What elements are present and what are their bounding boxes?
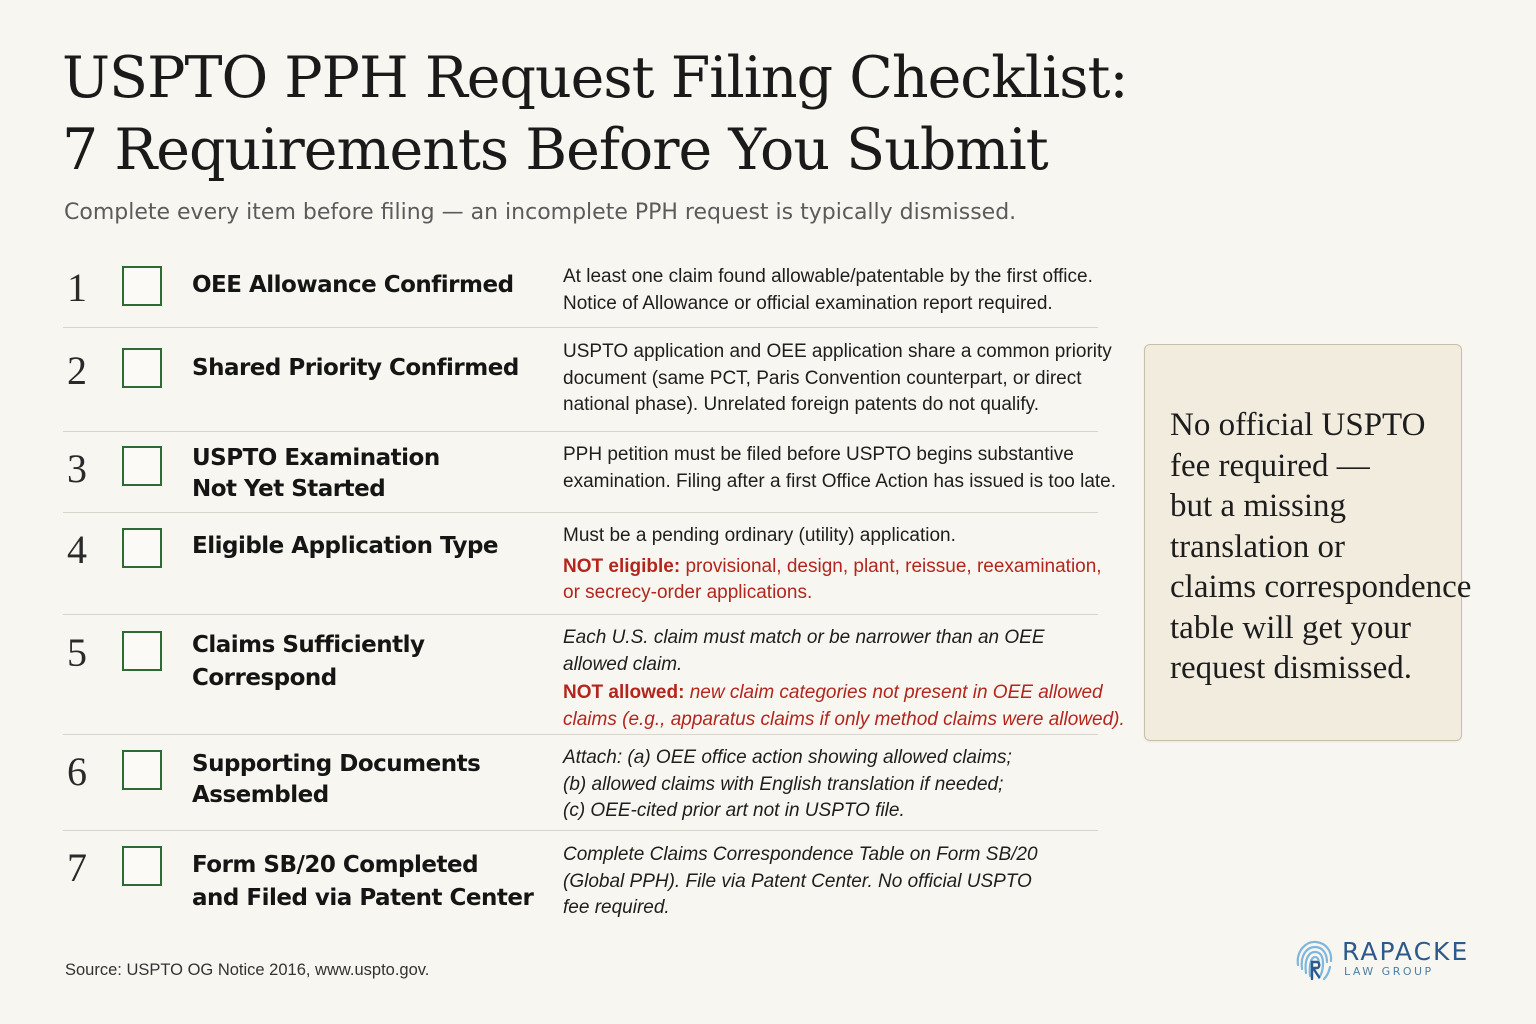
callout-text [1170, 405, 1471, 689]
item-label-line: Form SB/20 Completed [192, 852, 479, 878]
item-description-line: Attach: (a) OEE office action showing allowed claims; [563, 747, 1012, 768]
item-label-line: Eligible Application Type [192, 533, 499, 559]
item-checkbox[interactable] [122, 750, 162, 790]
item-description-line: Each U.S. claim must match or be narrower than an OEE [563, 627, 1045, 648]
page-title-line-1: USPTO PPH Request Filing Checklist: [62, 45, 1128, 111]
page-subtitle: Complete every item before filing — an incomplete PPH request is typically dismissed. [64, 200, 1017, 225]
item-label [192, 749, 532, 811]
item-description-line: allowed claim. [563, 653, 683, 675]
logo-name: RAPACKE [1342, 937, 1470, 966]
item-description [563, 442, 1117, 495]
source-citation: Source: USPTO OG Notice 2016, www.uspto.gov. [65, 961, 430, 979]
item-label-line: Assembled [192, 782, 329, 808]
item-description [563, 339, 1112, 419]
callout-line: request dismissed. [1170, 650, 1412, 686]
item-number: 1 [67, 265, 87, 310]
item-description [563, 264, 1103, 317]
callout-line: claims correspondence [1170, 569, 1472, 605]
item-label [192, 270, 532, 301]
item-description-line: examination. Filing after a first Office Action has issued is too late. [563, 470, 1117, 492]
warning-text: new claim categories not present in OEE allowed [689, 682, 1103, 703]
logo-subtitle: LAW GROUP [1344, 965, 1434, 978]
item-description-line: USPTO application and OEE application share a common priority [563, 341, 1112, 362]
page-title-line-2: 7 Requirements Before You Submit [62, 117, 1048, 183]
fingerprint-icon [1290, 935, 1338, 983]
company-logo [1290, 933, 1490, 985]
item-description-line: (c) OEE-cited prior art not in USPTO file. [563, 800, 905, 821]
warning-text: provisional, design, plant, reissue, reexamination, [685, 555, 1102, 577]
page-title [62, 42, 1162, 186]
checklist-item-4 [63, 513, 1102, 615]
item-description-line: PPH petition must be filed before USPTO begins substantive [563, 444, 1074, 465]
item-description-line: At least one claim found allowable/patentable by the first office. [563, 266, 1093, 287]
item-number: 2 [67, 348, 87, 393]
checklist [63, 248, 1125, 927]
checklist-item-6 [63, 735, 1098, 831]
item-checkbox[interactable] [122, 266, 162, 306]
item-description-line: (Global PPH). File via Patent Center. No official USPTO [563, 870, 1032, 892]
item-checkbox[interactable] [122, 446, 162, 486]
item-description-line: document (same PCT, Paris Convention counterpart, or direct [563, 367, 1082, 389]
item-label-line: Shared Priority Confirmed [192, 355, 519, 381]
item-description-line: Complete Claims Correspondence Table on Form SB/20 [563, 844, 1038, 865]
item-checkbox[interactable] [122, 528, 162, 568]
item-label [192, 849, 532, 915]
item-label [192, 629, 532, 695]
item-description-line: fee required. [563, 897, 670, 918]
callout-line: fee required — [1170, 447, 1370, 484]
item-warning-line: or secrecy-order applications. [563, 582, 813, 603]
item-label-line: Claims Sufficiently [192, 632, 425, 658]
item-number: 3 [67, 446, 87, 491]
item-label-line: Supporting Documents [192, 751, 481, 777]
item-number: 5 [67, 630, 87, 675]
checklist-item-7 [63, 831, 1098, 927]
item-warning-line: claims (e.g., apparatus claims if only method claims were allowed). [563, 708, 1125, 730]
item-description [563, 523, 1103, 607]
item-label-line: and Filed via Patent Center [192, 885, 534, 911]
checklist-item-1 [63, 248, 1098, 328]
callout-line: translation or [1170, 528, 1346, 565]
warning-heading: NOT eligible: [563, 555, 681, 577]
fee-callout [1144, 344, 1472, 741]
item-label [192, 353, 532, 384]
checklist-item-5 [63, 615, 1125, 735]
item-description [563, 842, 1103, 922]
item-label-line: Correspond [192, 665, 337, 691]
item-label-line: OEE Allowance Confirmed [192, 272, 514, 298]
item-label-line: USPTO Examination [192, 445, 440, 471]
item-description-line: national phase). Unrelated foreign patents do not qualify. [563, 394, 1040, 415]
item-number: 7 [67, 845, 87, 890]
item-description-line: Must be a pending ordinary (utility) application. [563, 525, 956, 546]
checklist-item-3 [63, 432, 1117, 513]
warning-heading: NOT allowed: [563, 682, 685, 703]
callout-line: No official USPTO [1170, 407, 1426, 443]
item-warning-line [563, 680, 1103, 707]
item-description [563, 745, 1103, 825]
item-checkbox[interactable] [122, 631, 162, 671]
item-checkbox[interactable] [122, 348, 162, 388]
item-description-line: (b) allowed claims with English translation if needed; [563, 773, 1004, 795]
callout-line: table will get your [1170, 609, 1412, 646]
item-number: 6 [67, 749, 87, 794]
item-warning-line [563, 554, 1103, 581]
item-description [563, 625, 1125, 733]
item-label-line: Not Yet Started [192, 476, 386, 502]
item-description-line: Notice of Allowance or official examination report required. [563, 292, 1053, 314]
callout-line: but a missing [1170, 488, 1347, 524]
item-number: 4 [67, 527, 87, 572]
item-label [192, 443, 532, 505]
checklist-item-2 [63, 328, 1112, 432]
item-checkbox[interactable] [122, 846, 162, 886]
item-label [192, 531, 532, 562]
